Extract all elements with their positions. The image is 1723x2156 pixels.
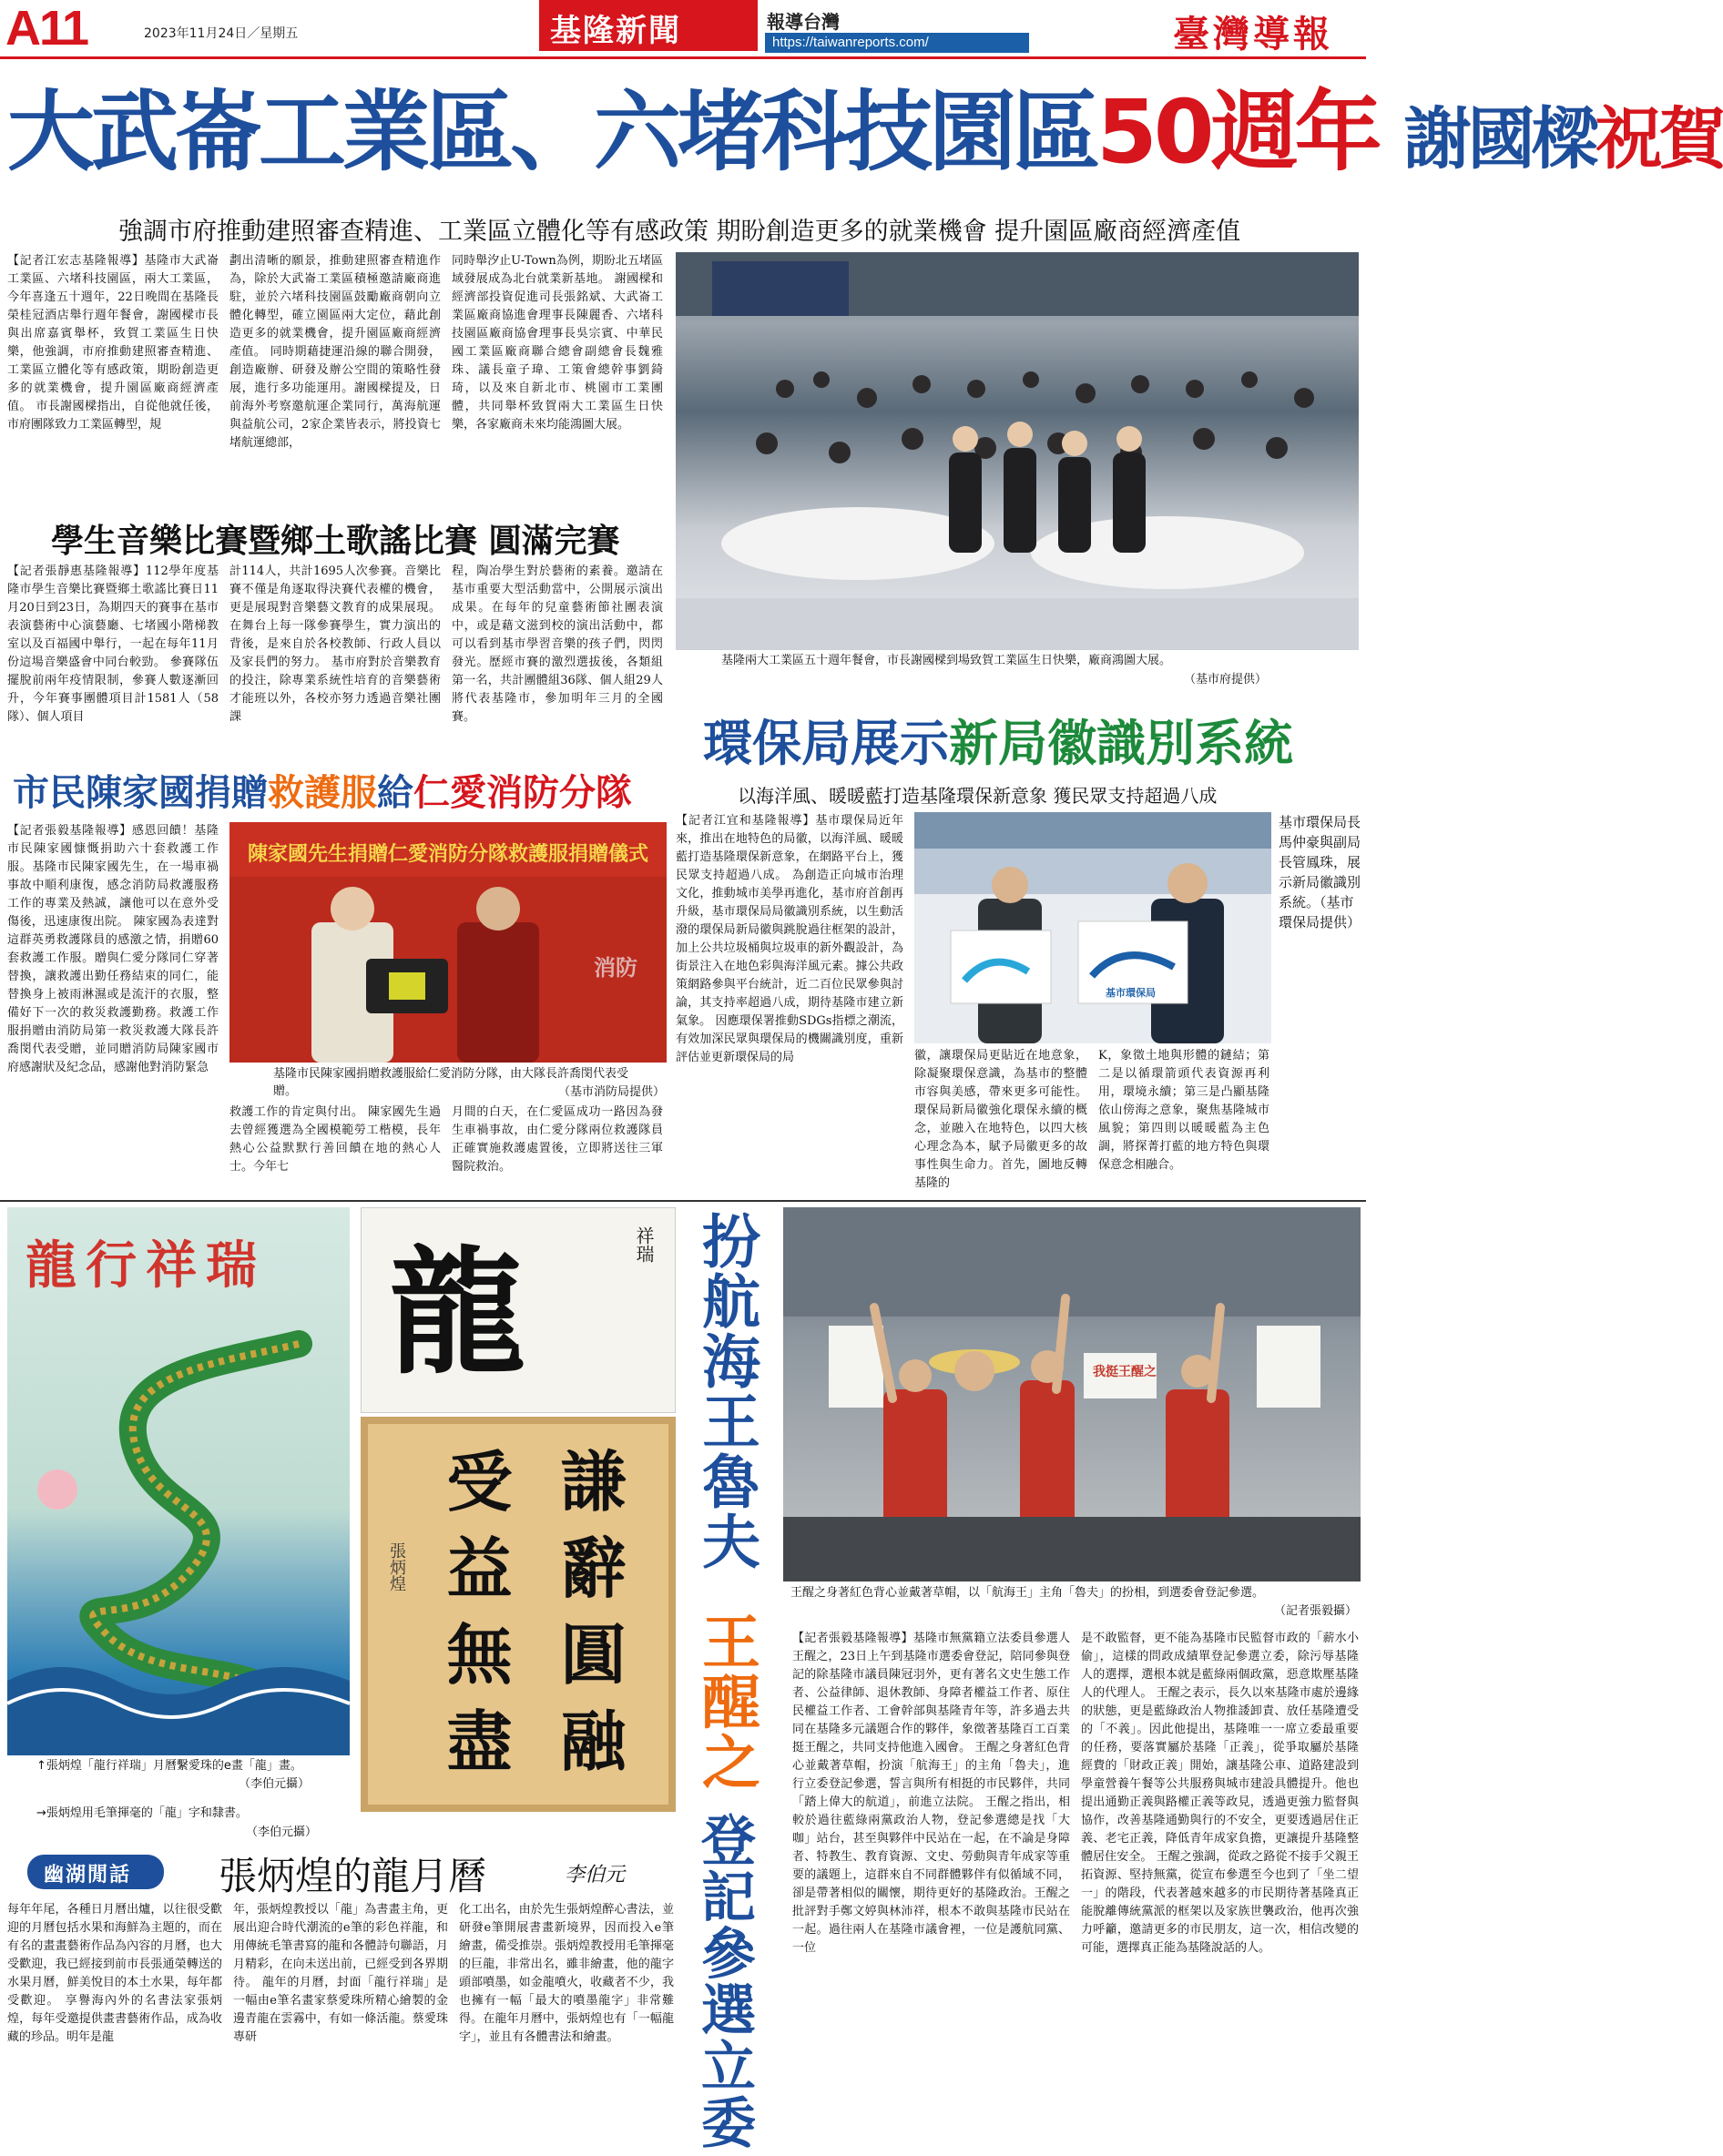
donation-headline-b: 救護服 <box>268 772 377 814</box>
donation-headline-c: 給 <box>377 772 413 814</box>
election-vertical-a: 扮航海王魯夫 <box>692 1211 760 1571</box>
dragon-headline: 張炳煌的龍月曆 <box>219 1854 487 1898</box>
lead-headline-part-d: 祝賀 <box>1595 100 1723 178</box>
column-tag: 幽湖閒話 <box>44 1864 132 1886</box>
election-scene <box>783 1207 1361 1581</box>
music-body-col3: 程，陶冶學生對於藝術的素養。邀請在基市重要大型活動當中，公開展示演出成果。在每年的兒童藝術節社團表演中，或是藉文滋到校的演出活動中，都可以看到基市學習音樂的孩子們，閃閃發光。歷經市賽的激烈選拔後，各類組第一名，共計團體組36隊、個人組29人將代表基隆市，參加明年三月的全國賽。 <box>452 564 663 724</box>
election-body-col2: 是不敢監督，更不能為基隆市民監督市政的「薪水小偷」，這樣的問政成績單登記參選立委，除污辱基隆人的選擇，選根本就是藍綠兩個政黨，惡意欺壓基隆人的代理人。 王醒之表示，長久以來基隆市處於邊緣的狀態，更是藍綠政治人物推諉卸責、放任基隆遭受的「不義」。因此他提出，基隆唯一一席立委最重要的任務，要落實屬於基隆「正義」，從爭取屬於基隆經費的「財政正義」開始，讓基隆公車、道路建設到學童營養午餐等公共服務與城市建設具體提升。他也提出通勤正義與路權正義等政見，透過更強力監督與協作，改善基隆通勤與行的不安全，更要透過居住正義、老宅正義，降低青年成家負擔，更讓提升基隆整體居住安全。 王醒之強調，從政之路從不接手父親王拓資源、堅持無黨，從宣布參選至今也到了「坐二望一」的階段，代表著越來越多的市民期待著基隆真正能脫離傳統黨派的框架以及家族世襲政治，他再次強力呼籲，邀請更多的市民朋友，這一次，相信改變的可能，選擇真正能為基隆說話的人。 <box>1081 1632 1359 1955</box>
lead-headline-part-a: 大武崙工業區、六堵科技園區 <box>7 81 1096 183</box>
env-headline <box>703 714 1293 774</box>
music-body-col2: 計114人，共計1695人次參賽。音樂比賽不僅是角逐取得決賽代表權的機會，更是展現對音樂藝文教育的成果展現。在舞台上每一隊參賽學生，實力演出的背後，是來自於各校教師、行政人員以及家長們的努力。 基市府對於音樂教育的投注，除專業系統性培育的音樂藝術才能班以外，各校亦努力透過音樂社團課 <box>229 564 441 724</box>
music-body-col1: 【記者張靜惠基隆報導】112學年度基隆市學生音樂比賽暨鄉土歌謠比賽日11月20日到23日，為期四天的賽事在基市表演藝術中心演藝廳、七堵國小階梯教室以及百福國中舉行，一起在每年11月份這場音樂盛會中同台較勁。 參賽隊伍擺脫前兩年疫情限制，參賽人數逐漸回升，今年賽事團體項目計1581人（58隊）、個人項目 <box>7 564 219 724</box>
calligraphy-signature: 張炳煌 <box>387 1542 406 1592</box>
dragon-body-col3: 化工出名，由於先生張炳煌醉心書法，並研發e筆開展書畫新境界，因而投入e筆繪畫，備受推崇。張炳煌教授用毛筆揮毫的巨龍，非常出名，雖非繪畫，他的龍字頭部噴墨，如金龍噴火，收藏者不少，我也擁有一幅「最大的噴墨龍字」非常難得。在龍年月曆中，張炳煌也有「一幅龍字」，並且有各體書法和繪畫。 <box>459 1903 674 2044</box>
calligraphy-long <box>361 1207 676 1413</box>
lead-headline <box>7 64 1723 200</box>
calligraphy-char-3: 圓 <box>560 1616 627 1693</box>
site-name: 報導台灣 <box>767 11 840 33</box>
calligraphy-char-4: 融 <box>560 1703 627 1780</box>
music-headline: 學生音樂比賽暨鄉土歌謠比賽 圓滿完賽 <box>51 523 620 560</box>
env-headline-b: 新局徽識別系統 <box>949 715 1293 772</box>
dragon-caption-a: ↑張炳煌「龍行祥瑞」月曆繫愛珠的e畫「龍」畫。 <box>36 1759 302 1773</box>
lead-subhead: 強調市府推動建照審查精進、工業區立體化等有感政策 期盼創造更多的就業機會 提升園區廠商經濟產值 <box>118 218 1241 246</box>
donation-photo-caption: 基隆市民陳家國捐贈救護服給仁愛消防分隊，由大隊長許喬閔代表受贈。 <box>273 1067 629 1098</box>
paper-name: 臺灣導報 <box>1173 13 1333 56</box>
dragon-byline: 李伯元 <box>565 1864 626 1886</box>
masthead-rule <box>0 56 1366 59</box>
donation-headline <box>13 770 632 816</box>
calligraphy-char-8: 盡 <box>446 1703 513 1780</box>
dragon-body-col1: 每年年尾，各種日月曆出爐，以往很受歡迎的月曆包括水果和海鮮為主題的，而在有名的畫畫藝術作品為內容的月曆，也大受歡迎，我已經接到前市長張通榮轉送的水果月曆，鮮美悅目的本土水果，每年都受歡迎。 享譽海內外的名書法家張炳煌，每年受邀提供畫書藝術作品，成為收藏的珍品。明年是龍 <box>7 1903 222 2044</box>
calligraphy-text-block <box>423 1439 650 1785</box>
dragon-credit-b: （李伯元攝） <box>246 1825 318 1839</box>
lead-body-col1: 【記者江宏志基隆報導】基隆市大武崙工業區、六堵科技園區，兩大工業區，今年喜逢五十週年，22日晚間在基隆長榮桂冠酒店舉行週年餐會，謝國樑市長與出席嘉賓舉杯，致賀工業區生日快樂，他強調，市府推動建照審查精進、工業區立體化等有感政策，期盼創造更多的就業機會，提升園區廠商經濟產值。 市長謝國樑指出，自從他就任後，市府團隊致力工業區轉型，規 <box>7 254 219 432</box>
election-vertical-c: 登記參選立委 <box>692 1812 756 2151</box>
calligraphy-char-5: 受 <box>446 1443 513 1520</box>
donation-headline-d: 仁愛消防分隊 <box>413 772 632 814</box>
env-photo-side-caption: 基市環保局長馬仲豪與副局長管鳳珠，展示新局徽識別系統。（基市環保局提供） <box>1279 814 1361 931</box>
calligraphy-small: 祥瑞 <box>633 1226 655 1263</box>
dragon-painting-title: 龍行祥瑞 <box>25 1236 266 1296</box>
calligraphy-big-char: 龍 <box>389 1233 526 1393</box>
lead-body-col2: 劃出清晰的願景，推動建照審查精進作為，除於大武崙工業區積極邀請廠商進駐，並於六堵科技園區鼓勵廠商朝向立體化轉型，確立園區兩大定位，藉此創造更多的就業機會，提升園區廠商經濟產值。 同時期藉捷運沿線的聯合開發，創造廠辦、研發及辦公空間的策略性發展，進行多功能運用。謝國樑提及，日前海外考察邀航運企業同行，萬海航運與益航公司，2家企業皆表示，將投資七堵航運總部， <box>229 254 441 450</box>
page-number: A11 <box>5 1 88 56</box>
masthead-date: 2023年11月24日／星期五 <box>144 26 299 41</box>
election-body-col1: 【記者張毅基隆報導】基隆市無黨籍立法委員參選人王醒之，23日上午到基隆市選委會登記，陪同參與登記的除基隆市議員陳冠羽外，更有著名文史生態工作者、公益律師、退休教師、身障者權益工作者、原住民權益工作者、工會幹部與基隆青年等，許多過去共同在基隆多元議題合作的夥伴，象徵著基隆百工百業挺王醒之，共同支持他進入國會。 王醒之身著紅色背心並戴著草帽，扮演「航海王」的主角「魯夫」，進行立委登記參選，誓言與所有相挺的市民夥伴，共同「踏上偉大的航道」，前進立法院。 王醒之指出，相較於過往藍綠兩黨政治人物，登記參選總是找「大咖」站台，甚至與夥伴中民站在一起，在不論是身障者、特教生、教育資源、文史、勞動與青年成家等重要的議題上，這群來自不同群體夥伴有似循域不同，卻是帶著相似的關懷，期待更好的基隆政治。王醒之批評對手鄭文婷與林沛祥，根本不敢與基隆市民站在一起。過往兩人在基隆市議會裡，一位是護航同黨、一位 <box>792 1632 1070 1955</box>
site-url[interactable]: https://taiwanreports.com/ <box>772 35 929 50</box>
election-photo-caption: 王醒之身著紅色背心並戴著草帽，以「航海王」主角「魯夫」的扮相，到選委會登記參選。 <box>790 1586 1265 1600</box>
donation-body-col1: 【記者張毅基隆報導】感恩回饋！基隆市民陳家國慷慨捐助六十套救護工作服。基隆市民陳家國先生，在一場車禍事故中順利康復，感念消防局救護服務工作的專業及熱誠，讓他可以在意外受傷後，迅速康復出院。 陳家國為表達對這群英勇救護隊員的感激之情，捐贈60套救護工作服。贈與仁愛分隊同仁穿著替換，讓救護出勤任務結束的同仁，能替換身上被雨淋濕或是流汗的衣服，整備好下一次的救災救護勤務。救護工作服捐贈由消防局第一救災救護大隊長許喬閔代表受贈，並同贈消防局陳家國市府感謝狀及紀念品，感謝他對消防緊急 <box>7 824 219 1074</box>
env-logo-text: 基市環保局 <box>1106 987 1156 999</box>
dragon-caption-b: →張炳煌用毛筆揮毫的「龍」字和隸書。 <box>36 1806 248 1820</box>
donation-scene <box>229 822 667 1063</box>
banquet-photo <box>676 252 1359 650</box>
donation-photo-credit: （基市消防局提供） <box>557 1085 665 1099</box>
election-photo-credit: （記者張毅攝） <box>1273 1604 1357 1618</box>
dragon-painting <box>7 1207 350 1755</box>
donation-banner: 陳家國先生捐贈仁愛消防分隊救護服捐贈儀式 <box>247 843 648 866</box>
banquet-photo-credit: （基市府提供） <box>1184 673 1268 686</box>
dragon-body-col2: 年，張炳煌教授以「龍」為書畫主角，更展出迎合時代潮流的e筆的彩色祥龍，和用傳統毛筆書寫的龍和各體詩句聯語，月月精彩，在向未送出前，已經受到各界期待。 龍年的月曆，封面「龍行祥瑞」是一幅由e筆名畫家蔡愛珠所精心繪製的金邊青龍在雲霧中，有如一條活龍。蔡愛珠專研 <box>233 1903 448 2044</box>
donation-body-col2: 救護工作的肯定與付出。 陳家國先生過去曾經獲選為全國模範勞工楷模，長年熱心公益默默行善回饋在地的熱心人士。今年七 <box>229 1105 441 1174</box>
calligraphy-char-6: 益 <box>446 1530 513 1607</box>
lead-headline-part-b: 50週年 <box>1096 81 1379 183</box>
env-body-col1: 【記者江宜和基隆報導】基市環保局近年來，推出在地特色的局徽，以海洋風、暖暖藍打造基隆環保新意象，在網路平台上，獲民眾支持超過八成。 為創造正向城市治理文化，推動城市美學再進化，基市府首創再升級，基市環保局局徽識別系統，以生動活潑的環保局新局徽與跳脫過往框架的設計，加上公共垃圾桶與垃圾車的新外觀設計，為街景注入在地色彩與海洋風元素。據公共政策網路參與平台統計，近二百位民眾參與討論，其支持率超過八成，期待基隆市建立新氣象。 因應環保署推動SDGs指標之潮流，有效加深民眾與環保局的機關識別度，重新評估並更新環保局的局 <box>676 814 903 1064</box>
banquet-photo-caption: 基隆兩大工業區五十週年餐會，市長謝國樑到場致賀工業區生日快樂，廠商鴻圖大展。 <box>721 654 1172 667</box>
calligraphy-char-7: 無 <box>446 1616 513 1693</box>
calligraphy-char-2: 辭 <box>560 1530 627 1607</box>
election-photo <box>783 1207 1361 1581</box>
env-body-col3: K，象徵土地與形體的鏈結；第二是以循環箭頭代表資源再利用，環境永續；第三是凸顯基隆依山傍海之意象，聚焦基隆城市風貌；第四則以暖暖藍為主色調，將探菁打藍的地方特色與環保意念相融合。 <box>1098 1049 1269 1172</box>
banquet-scene <box>676 252 1359 650</box>
donation-photo <box>229 822 667 1063</box>
donation-headline-a: 市民陳家國捐贈 <box>13 772 268 814</box>
masthead <box>0 0 1366 58</box>
section-title: 基隆新聞 <box>550 13 681 49</box>
lead-headline-part-c: 謝國樑 <box>1403 100 1596 178</box>
election-sign-text: 我挺王醒之 <box>1093 1365 1157 1379</box>
dragon-scene <box>7 1207 350 1755</box>
donation-truck-text: 消防 <box>594 955 637 981</box>
lead-body-col3: 同時舉汐止U-Town為例，期盼北五堵區域發展成為北台就業新基地。 謝國樑和經濟部投資促進司長張銘斌、大武崙工業區廠商協進會理事長陳麗香、六堵科技園區廠商協會理事長吳宗賓、中華民國工業區廠商聯合總會副總會長魏雅珠、議長童子瑋、工策會總幹事劉錡琦，以及來自新北市、桃園市工業團體，共同舉杯致賀兩大工業區生日快樂，各家廠商未來均能鴻圖大展。 <box>452 254 663 432</box>
env-headline-a: 環保局展示 <box>703 715 949 772</box>
donation-body-col3: 月間的白天，在仁愛區成功一路因為發生車禍事故，由仁愛分隊兩位救護隊員正確實施救護處置後，立即將送往三軍醫院救治。 <box>452 1105 663 1174</box>
section-divider <box>0 1200 1366 1202</box>
election-vertical-b: 王醒之 <box>692 1612 760 1792</box>
env-body-col2: 徽，讓環保局更貼近在地意象，除凝聚環保意識，為基市的整體市容與美感，帶來更多可能性。 環保局新局徽強化環保永續的概念，並融入在地特色，以四大核心理念為本，賦予局徽更多的故事性與生命力。首先，圖地反轉基隆的 <box>914 1049 1087 1190</box>
env-subhead: 以海洋風、暖暖藍打造基隆環保新意象 獲民眾支持超過八成 <box>738 785 1218 807</box>
calligraphy-char-1: 謙 <box>560 1443 627 1520</box>
env-scene <box>914 812 1271 1043</box>
dragon-credit-a: （李伯元攝） <box>239 1777 311 1791</box>
calligraphy-scroll <box>361 1417 676 1812</box>
env-photo <box>914 812 1271 1043</box>
